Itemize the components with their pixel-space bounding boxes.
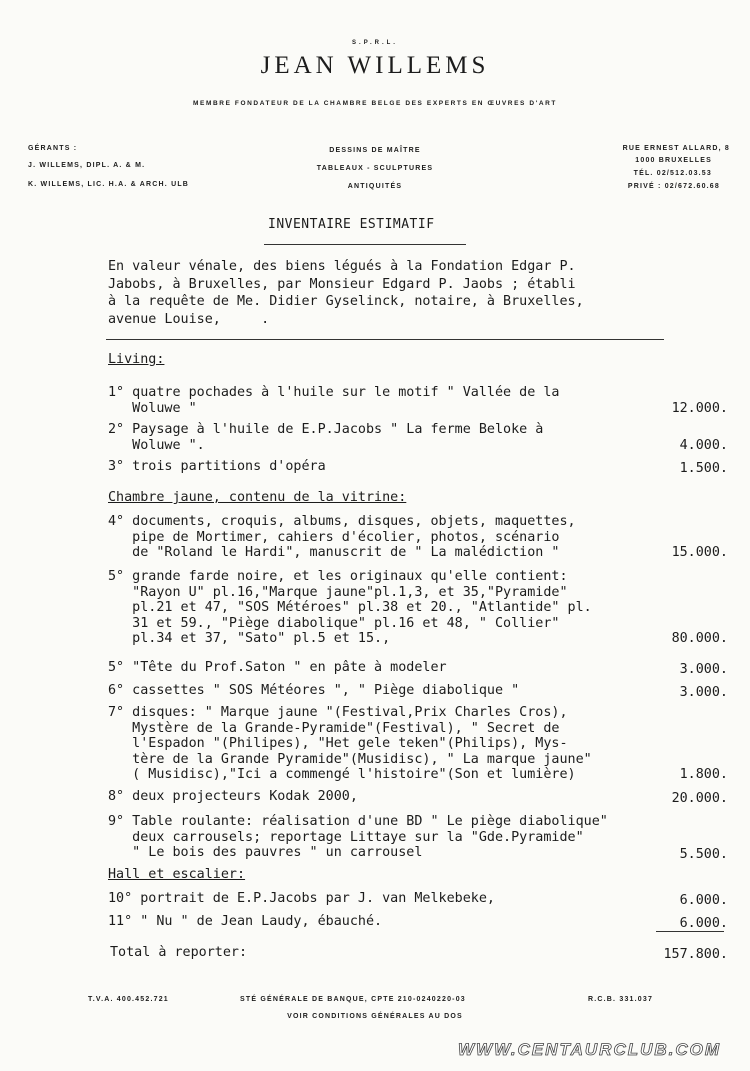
item-amount: 6.000.	[679, 916, 728, 931]
section-hall: Hall et escalier:	[108, 867, 246, 882]
list-item	[108, 385, 728, 416]
legal-form: S.P.R.L.	[352, 40, 398, 46]
subtotal-underline	[656, 931, 724, 932]
managers-label: GÉRANTS :	[28, 145, 78, 152]
item-amount: 1.800.	[679, 767, 728, 782]
item-description: 8° deux projecteurs Kodak 2000,	[108, 789, 358, 804]
item-amount: 6.000.	[679, 893, 728, 908]
item-amount: 3.000.	[679, 662, 728, 677]
item-description: 6° cassettes " SOS Météores ", " Piège diabolique "	[108, 683, 520, 698]
item-description: 9° Table roulante: réalisation d'une BD " Le piège diabolique" deux carrousels; reportage Littaye sur la "Gde.Pyramide" " Le bois des pauvres " un carrousel	[108, 814, 608, 860]
specialty-2: TABLEAUX - SCULPTURES	[316, 165, 434, 172]
list-item	[108, 660, 728, 676]
item-description: 4° documents, croquis, albums, disques, objets, maquettes, pipe de Mortimer, cahiers d'écolier, photos, scénario de "Roland le Hardi", manuscrit de " La malédiction "	[108, 514, 576, 560]
item-amount: 20.000.	[671, 791, 728, 806]
list-item	[108, 569, 728, 647]
item-description: 3° trois partitions d'opéra	[108, 459, 326, 474]
vat-number: T.V.A. 400.452.721	[88, 996, 169, 1003]
intro-paragraph: En valeur vénale, des biens légués à la Fondation Edgar P. Jabobs, à Bruxelles, par Monsieur Edgard P. Jaobs ; établi à la requête de Me. Didier Gyselinck, notaire, à Bruxelles, avenue Louise, .	[108, 259, 584, 327]
item-description: 10° portrait de E.P.Jacobs par J. van Melkebeke,	[108, 891, 495, 906]
item-amount: 15.000.	[671, 545, 728, 560]
conditions-note: VOIR CONDITIONS GÉNÉRALES AU DOS	[287, 1013, 463, 1020]
phone-number: TÉL. 02/512.03.53	[633, 170, 712, 177]
company-name: JEAN WILLEMS	[260, 52, 490, 79]
item-amount: 1.500.	[679, 461, 728, 476]
list-item	[108, 459, 728, 475]
item-amount: 4.000.	[679, 437, 728, 453]
specialty-3: ANTIQUITÉS	[347, 183, 403, 190]
item-amount: 12.000.	[671, 400, 728, 416]
manager-1: J. WILLEMS, DIPL. A. & M.	[28, 162, 146, 169]
rcb-number: R.C.B. 331.037	[588, 996, 654, 1003]
specialty-1: DESSINS DE MAÎTRE	[329, 147, 421, 154]
list-item	[108, 705, 728, 783]
item-description: 2° Paysage à l'huile de E.P.Jacobs " La ferme Beloke à Woluwe ".	[108, 422, 544, 453]
list-item	[108, 683, 728, 699]
manager-2: K. WILLEMS, LIC. H.A. & ARCH. ULB	[28, 181, 190, 188]
section-chambre-jaune: Chambre jaune, contenu de la vitrine:	[108, 490, 407, 505]
item-amount: 3.000.	[679, 685, 728, 700]
total-amount: 157.800.	[663, 947, 728, 962]
item-amount: 5.500.	[679, 847, 728, 862]
list-item	[108, 891, 728, 907]
private-phone: PRIVÉ : 02/672.60.68	[627, 183, 720, 190]
list-item	[108, 814, 728, 861]
intro-divider	[106, 339, 664, 340]
title-divider	[264, 244, 466, 245]
list-item	[108, 514, 728, 561]
item-description: 7° disques: " Marque jaune "(Festival,Prix Charles Cros), Mystère de la Grande-Pyramide"(Festival), " Secret de l'Espadon "(Philipes), "Het gele teken"(Philips), Mys- tère de la Grande Pyramide"(Musidisc), " La marque jaune" ( Musidisc),"Ici a commengé l'histoire"(Son et lumière)	[108, 705, 592, 782]
watermark: WWW.CENTAURCLUB.COM	[458, 1040, 722, 1059]
list-item	[108, 789, 728, 805]
address-street: RUE ERNEST ALLARD, 8	[622, 145, 730, 152]
total-label: Total à reporter:	[110, 945, 248, 960]
total-row	[110, 945, 728, 960]
item-description: 1° quatre pochades à l'huile sur le motif " Vallée de la Woluwe "	[108, 385, 560, 416]
item-description: 5° grande farde noire, et les originaux qu'elle contient: "Rayon U" pl.16,"Marque jaune"pl.1,3, et 35,"Pyramide" pl.21 et 47, "SOS Météroes" pl.38 et 20., "Atlantide" pl. 31 et 59., "Piège diabolique" pl.16 et 48, " Collier" pl.34 et 37, "Sato" pl.5 et 15.,	[108, 569, 592, 646]
list-item	[108, 914, 728, 930]
section-living: Living:	[108, 352, 165, 367]
list-item	[108, 422, 728, 453]
address-city: 1000 BRUXELLES	[635, 157, 712, 164]
item-amount: 80.000.	[671, 631, 728, 646]
item-description: 11° " Nu " de Jean Laudy, ébauché.	[108, 914, 383, 929]
membership-line: MEMBRE FONDATEUR DE LA CHAMBRE BELGE DES EXPERTS EN ŒUVRES D'ART	[193, 100, 557, 107]
item-description: 5° "Tête du Prof.Saton " en pâte à modeler	[108, 660, 447, 675]
bank-account: STÉ GÉNÉRALE DE BANQUE, CPTE 210-0240220-03	[240, 996, 466, 1003]
document-title: INVENTAIRE ESTIMATIF	[268, 217, 435, 232]
